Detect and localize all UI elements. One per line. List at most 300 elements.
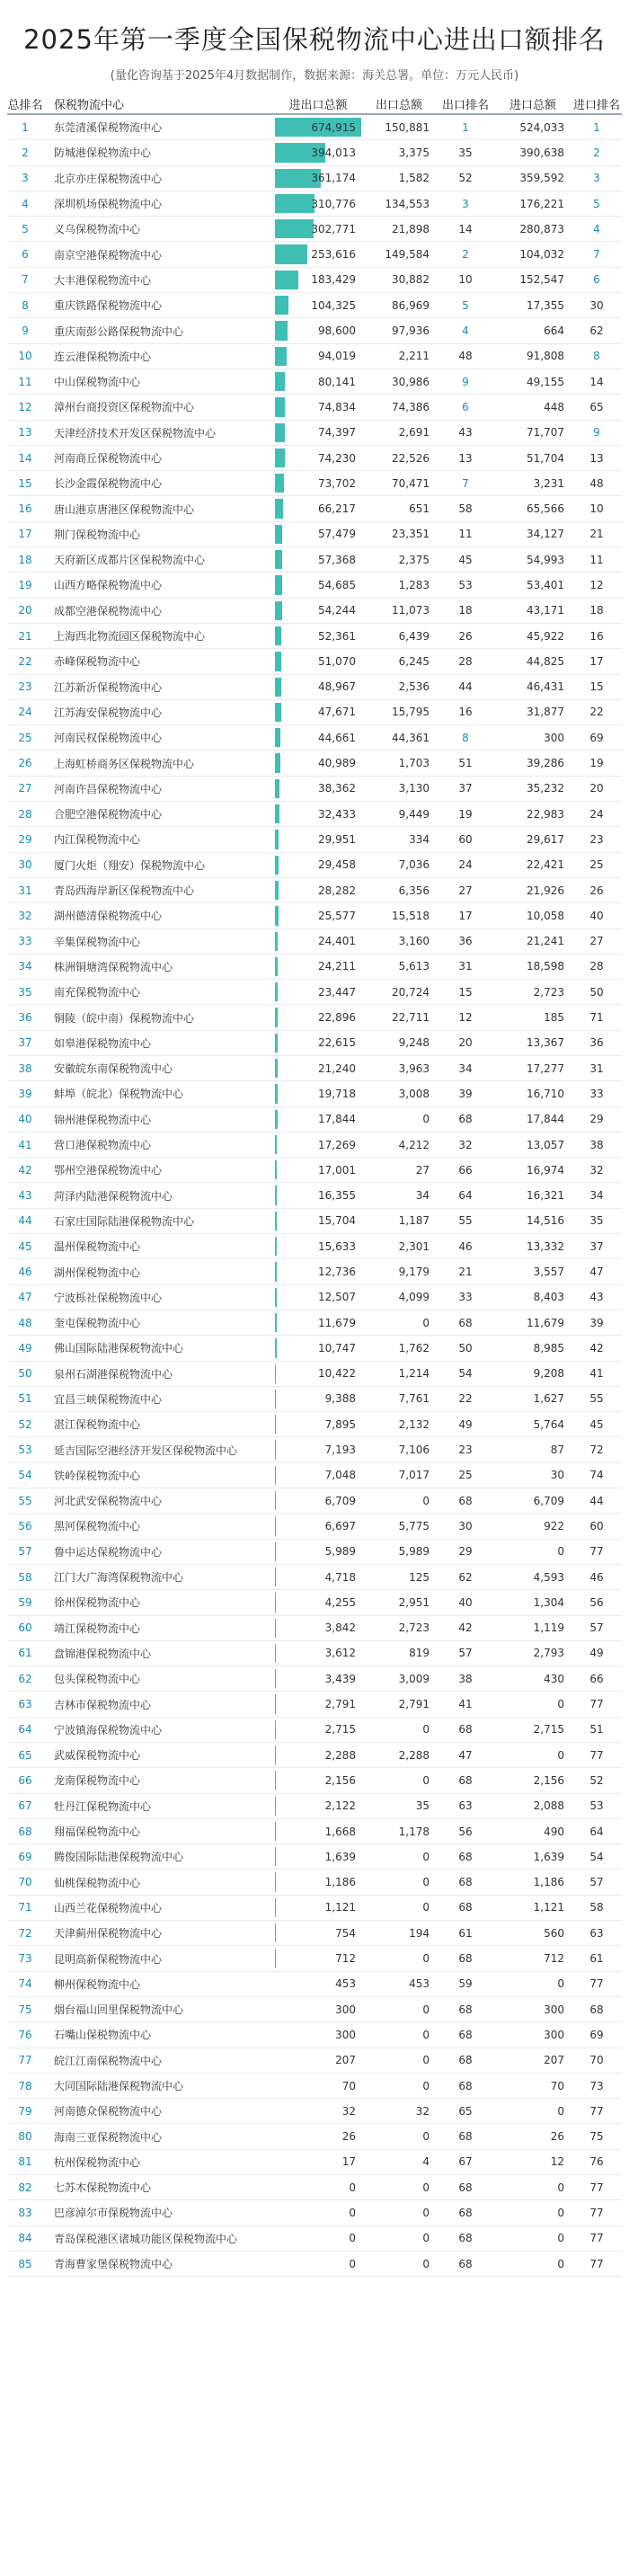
cell-export-rank: 22 xyxy=(458,1392,473,1406)
cell-total xyxy=(275,1107,361,1132)
cell-import-rank: 37 xyxy=(589,1239,604,1253)
table-row xyxy=(7,293,622,318)
cell-rank: 53 xyxy=(18,1443,32,1457)
cell-import: 43,171 xyxy=(527,604,564,617)
table-row xyxy=(7,1896,622,1921)
cell-import-rank: 30 xyxy=(589,298,604,312)
total-value: 74,230 xyxy=(318,451,356,465)
cell-import-rank: 73 xyxy=(589,2079,604,2092)
table-row xyxy=(7,1997,622,2022)
cell-export-rank: 56 xyxy=(458,1825,473,1838)
cell-export-rank: 55 xyxy=(458,1214,473,1228)
cell-export: 30,986 xyxy=(392,375,430,388)
total-bar xyxy=(275,1516,276,1535)
cell-export-rank: 48 xyxy=(458,350,473,363)
cell-export-rank: 10 xyxy=(458,273,473,287)
cell-total xyxy=(275,1133,361,1157)
total-bar xyxy=(275,474,284,493)
cell-import-rank: 28 xyxy=(589,960,604,973)
cell-total xyxy=(275,344,361,369)
table-row xyxy=(7,1081,622,1106)
cell-export: 134,553 xyxy=(385,197,430,210)
total-value: 74,397 xyxy=(318,426,356,440)
cell-import-rank: 20 xyxy=(589,782,604,795)
cell-export: 5,989 xyxy=(398,1545,430,1559)
table-row xyxy=(7,166,622,191)
cell-rank: 46 xyxy=(18,1266,32,1278)
total-value: 17 xyxy=(341,2155,356,2169)
cell-import-rank: 77 xyxy=(589,2206,604,2219)
total-bar xyxy=(275,296,288,315)
total-bar xyxy=(275,906,279,925)
cell-import-rank: 13 xyxy=(589,451,604,465)
table-row xyxy=(7,2124,622,2149)
cell-export: 149,584 xyxy=(385,248,430,262)
cell-import-rank: 77 xyxy=(589,2181,604,2194)
cell-import: 300 xyxy=(544,2003,564,2016)
table-row xyxy=(7,1641,622,1666)
cell-total xyxy=(275,2252,361,2276)
cell-import: 71,707 xyxy=(527,426,564,440)
cell-total xyxy=(275,649,361,673)
cell-name: 黑河保税物流中心 xyxy=(54,1520,141,1533)
cell-name: 唐山港京唐港区保税物流中心 xyxy=(54,502,195,516)
cell-rank: 18 xyxy=(18,553,32,566)
table-row xyxy=(7,624,622,649)
cell-import: 13,332 xyxy=(527,1239,564,1253)
cell-name: 天津经济技术开发区保税物流中心 xyxy=(54,426,217,440)
cell-import: 0 xyxy=(557,1698,564,1711)
cell-export: 2,301 xyxy=(398,1239,430,1253)
cell-name: 鄂州空港保税物流中心 xyxy=(54,1164,163,1177)
cell-total xyxy=(275,1997,361,2021)
cell-import: 17,355 xyxy=(527,298,564,312)
table-row xyxy=(7,140,622,165)
cell-total xyxy=(275,1540,361,1564)
total-bar xyxy=(275,753,280,772)
cell-rank: 12 xyxy=(18,400,32,413)
cell-rank: 21 xyxy=(18,629,32,643)
cell-export: 74,386 xyxy=(392,400,430,413)
cell-export-rank: 18 xyxy=(458,604,473,617)
cell-export: 5,613 xyxy=(398,960,430,973)
cell-total xyxy=(275,903,361,928)
total-bar xyxy=(275,881,279,900)
cell-name: 内江保税物流中心 xyxy=(54,833,141,847)
cell-name: 鲁中运达保税物流中心 xyxy=(54,1545,163,1559)
table-row xyxy=(7,1718,622,1743)
total-value: 253,616 xyxy=(311,248,356,262)
table-row xyxy=(7,2200,622,2225)
cell-import-rank: 25 xyxy=(589,858,604,872)
cell-import-rank: 40 xyxy=(589,909,604,922)
cell-export: 0 xyxy=(422,2232,430,2245)
cell-import-rank: 10 xyxy=(589,502,604,516)
total-bar xyxy=(275,194,314,213)
cell-rank: 27 xyxy=(18,782,32,795)
cell-import-rank: 12 xyxy=(589,578,604,591)
cell-export-rank: 17 xyxy=(458,909,473,922)
cell-name: 如皋港保税物流中心 xyxy=(54,1036,152,1050)
cell-import: 922 xyxy=(544,1519,564,1532)
cell-export-rank: 23 xyxy=(458,1443,473,1457)
cell-name: 昆明高新保税物流中心 xyxy=(54,1952,163,1966)
cell-total xyxy=(275,1463,361,1488)
cell-name: 重庆南彭公路保税物流中心 xyxy=(54,324,184,338)
cell-export-rank: 52 xyxy=(458,172,473,185)
cell-total xyxy=(275,1056,361,1080)
table-row xyxy=(7,1031,622,1056)
cell-export: 34 xyxy=(415,1189,430,1203)
cell-import: 4,593 xyxy=(533,1570,564,1584)
total-value: 6,697 xyxy=(324,1519,356,1532)
cell-name: 湖州保税物流中心 xyxy=(54,1266,141,1279)
total-bar xyxy=(275,1491,276,1510)
cell-export: 44,361 xyxy=(392,731,430,744)
cell-import: 10,058 xyxy=(527,909,564,922)
cell-total xyxy=(275,700,361,724)
total-value: 183,429 xyxy=(311,273,356,287)
total-value: 207 xyxy=(335,2054,356,2067)
cell-export: 4,099 xyxy=(398,1291,430,1304)
cell-import: 2,793 xyxy=(533,1647,564,1660)
total-value: 73,702 xyxy=(318,476,356,490)
total-value: 24,401 xyxy=(318,935,356,948)
col-header-total: 进出口总额 xyxy=(288,98,348,112)
table-row xyxy=(7,1972,622,1997)
cell-export-rank: 62 xyxy=(458,1570,473,1584)
ranking-table xyxy=(7,93,622,2277)
cell-import-rank: 38 xyxy=(589,1138,604,1151)
cell-export: 0 xyxy=(422,2206,430,2219)
cell-rank: 59 xyxy=(18,1595,32,1609)
total-bar xyxy=(275,1237,277,1256)
cell-rank: 6 xyxy=(22,248,29,262)
table-row xyxy=(7,1463,622,1488)
cell-import-rank: 22 xyxy=(589,706,604,719)
cell-total xyxy=(275,980,361,1004)
total-bar xyxy=(275,1288,277,1307)
total-bar xyxy=(275,1593,276,1612)
cell-rank: 77 xyxy=(18,2054,32,2067)
cell-import: 6,709 xyxy=(533,1494,564,1507)
cell-export-rank: 6 xyxy=(462,400,469,413)
cell-export-rank: 60 xyxy=(458,832,473,846)
cell-export: 0 xyxy=(422,2028,430,2041)
cell-name: 大丰港保税物流中心 xyxy=(54,273,152,287)
table-row xyxy=(7,1514,622,1539)
cell-total xyxy=(275,2074,361,2098)
cell-export: 1,582 xyxy=(398,172,430,185)
cell-export-rank: 21 xyxy=(458,1266,473,1278)
cell-export-rank: 40 xyxy=(458,1595,473,1609)
cell-export-rank: 16 xyxy=(458,706,473,719)
total-value: 1,121 xyxy=(324,1901,356,1914)
cell-total xyxy=(275,573,361,597)
cell-total xyxy=(275,675,361,699)
cell-import: 16,974 xyxy=(527,1163,564,1177)
total-bar xyxy=(275,1186,277,1204)
cell-total xyxy=(275,166,361,191)
col-header-export-rank: 出口排名 xyxy=(441,98,489,112)
cell-export: 3,008 xyxy=(398,1087,430,1100)
cell-export-rank: 1 xyxy=(462,120,469,134)
table-row xyxy=(7,522,622,547)
cell-import-rank: 9 xyxy=(593,426,600,440)
table-row xyxy=(7,1540,622,1565)
total-value: 94,019 xyxy=(318,350,356,363)
cell-name: 烟台福山回里保税物流中心 xyxy=(54,2003,184,2017)
total-bar xyxy=(275,347,287,366)
cell-export: 15,795 xyxy=(392,706,430,719)
cell-name: 河南民权保税物流中心 xyxy=(54,732,163,745)
cell-name: 辛集保税物流中心 xyxy=(54,935,141,948)
table-row xyxy=(7,700,622,725)
cell-total xyxy=(275,1031,361,1055)
cell-total xyxy=(275,2099,361,2123)
page-subtitle: (量化咨询基于2025年4月数据制作，数据来源：海关总署。单位：万元人民币) xyxy=(110,69,519,83)
cell-total xyxy=(275,955,361,979)
cell-rank: 5 xyxy=(22,222,29,235)
cell-name: 上海西北物流园区保税物流中心 xyxy=(54,630,206,644)
total-value: 10,747 xyxy=(318,1341,356,1355)
cell-total xyxy=(275,446,361,470)
cell-export: 5,775 xyxy=(398,1519,430,1532)
table-row xyxy=(7,1133,622,1158)
cell-export-rank: 36 xyxy=(458,935,473,948)
table-row xyxy=(7,2048,622,2074)
cell-total xyxy=(275,1005,361,1029)
cell-import-rank: 52 xyxy=(589,1773,604,1787)
cell-import: 21,926 xyxy=(527,884,564,897)
cell-total xyxy=(275,1666,361,1691)
table-row xyxy=(7,446,622,471)
cell-import-rank: 21 xyxy=(589,528,604,541)
cell-export-rank: 47 xyxy=(458,1748,473,1762)
cell-export-rank: 68 xyxy=(458,1494,473,1507)
cell-import-rank: 69 xyxy=(589,731,604,744)
cell-import-rank: 48 xyxy=(589,476,604,490)
cell-total xyxy=(275,1870,361,1894)
total-bar xyxy=(275,499,283,518)
cell-rank: 55 xyxy=(18,1494,32,1507)
total-bar xyxy=(275,1160,277,1179)
cell-total xyxy=(275,1259,361,1284)
cell-import-rank: 39 xyxy=(589,1316,604,1329)
cell-export: 1,214 xyxy=(398,1367,430,1381)
cell-export: 0 xyxy=(422,1113,430,1126)
cell-rank: 20 xyxy=(18,604,32,617)
cell-import: 12 xyxy=(550,2155,564,2169)
cell-export-rank: 42 xyxy=(458,1621,473,1635)
cell-name: 徐州保税物流中心 xyxy=(54,1596,141,1610)
cell-export-rank: 68 xyxy=(458,2003,473,2016)
cell-name: 宁波镇海保税物流中心 xyxy=(54,1723,163,1737)
cell-rank: 37 xyxy=(18,1036,32,1050)
total-bar xyxy=(275,982,278,1001)
cell-import-rank: 77 xyxy=(589,2104,604,2118)
total-value: 74,834 xyxy=(318,400,356,413)
total-value: 674,915 xyxy=(311,120,356,134)
cell-import: 2,715 xyxy=(533,1723,564,1737)
page-title: 2025年第一季度全国保税物流中心进出口额排名 xyxy=(23,24,606,55)
cell-import: 2,723 xyxy=(533,985,564,999)
table-row xyxy=(7,1234,622,1259)
cell-name: 深圳机场保税物流中心 xyxy=(54,198,163,211)
cell-name: 菏泽内陆港保税物流中心 xyxy=(54,1189,173,1203)
total-bar xyxy=(275,830,279,848)
cell-total xyxy=(275,802,361,826)
total-bar xyxy=(275,244,307,263)
cell-total xyxy=(275,1946,361,1970)
total-value: 361,174 xyxy=(311,172,356,185)
cell-import-rank: 76 xyxy=(589,2155,604,2169)
total-value: 9,388 xyxy=(324,1392,356,1406)
cell-export: 0 xyxy=(422,1723,430,1737)
cell-name: 锦州港保税物流中心 xyxy=(54,1113,152,1126)
cell-import: 39,286 xyxy=(527,757,564,770)
cell-name: 翔福保税物流中心 xyxy=(54,1825,141,1839)
cell-total xyxy=(275,522,361,546)
cell-total xyxy=(275,2150,361,2174)
cell-total xyxy=(275,1336,361,1360)
cell-total xyxy=(275,1590,361,1614)
cell-import: 8,985 xyxy=(533,1341,564,1355)
cell-import: 14,516 xyxy=(527,1214,564,1228)
cell-name: 上海虹桥商务区保税物流中心 xyxy=(54,757,195,770)
cell-export: 0 xyxy=(422,2079,430,2092)
cell-export: 0 xyxy=(422,1850,430,1863)
cell-export-rank: 13 xyxy=(458,451,473,465)
cell-export-rank: 3 xyxy=(462,197,469,210)
table-row xyxy=(7,1819,622,1844)
cell-import-rank: 58 xyxy=(589,1901,604,1914)
total-bar xyxy=(275,423,285,442)
cell-export: 9,449 xyxy=(398,807,430,821)
cell-total xyxy=(275,1209,361,1233)
cell-import-rank: 43 xyxy=(589,1291,604,1304)
cell-rank: 38 xyxy=(18,1061,32,1075)
cell-export: 6,245 xyxy=(398,654,430,668)
cell-rank: 48 xyxy=(18,1316,32,1329)
total-bar xyxy=(275,1644,276,1663)
cell-import-rank: 32 xyxy=(589,1163,604,1177)
cell-total xyxy=(275,1921,361,1945)
cell-import-rank: 71 xyxy=(589,1011,604,1025)
cell-import-rank: 7 xyxy=(593,248,600,262)
cell-import-rank: 50 xyxy=(589,985,604,999)
cell-name: 山西兰花保税物流中心 xyxy=(54,1901,163,1914)
cell-total xyxy=(275,624,361,648)
cell-export-rank: 68 xyxy=(458,2232,473,2245)
table-row xyxy=(7,853,622,878)
cell-import: 1,119 xyxy=(533,1621,564,1635)
total-value: 19,718 xyxy=(318,1087,356,1100)
cell-name: 宁波栎社保税物流中心 xyxy=(54,1291,163,1304)
cell-export: 4,212 xyxy=(398,1138,430,1151)
cell-export: 651 xyxy=(409,502,430,516)
cell-name: 青岛西海岸新区保税物流中心 xyxy=(54,884,195,898)
cell-export-rank: 11 xyxy=(458,528,473,541)
cell-export-rank: 51 xyxy=(458,757,473,770)
cell-rank: 47 xyxy=(18,1291,32,1304)
cell-name: 仙桃保税物流中心 xyxy=(54,1876,141,1889)
total-bar xyxy=(275,1338,277,1357)
cell-import: 300 xyxy=(544,2028,564,2041)
cell-import-rank: 29 xyxy=(589,1113,604,1126)
cell-export-rank: 45 xyxy=(458,553,473,566)
cell-rank: 44 xyxy=(18,1214,32,1228)
cell-name: 铜陵（皖中南）保税物流中心 xyxy=(54,1011,195,1025)
cell-import: 1,186 xyxy=(533,1876,564,1889)
cell-import: 87 xyxy=(550,1443,564,1457)
cell-export: 30,882 xyxy=(392,273,430,287)
cell-import: 17,844 xyxy=(527,1113,564,1126)
cell-import-rank: 69 xyxy=(589,2028,604,2041)
cell-export: 15,518 xyxy=(392,909,430,922)
col-header-import: 进口总额 xyxy=(509,98,556,112)
cell-import-rank: 51 xyxy=(589,1723,604,1737)
cell-import-rank: 66 xyxy=(589,1672,604,1685)
cell-name: 天府新区成都片区保税物流中心 xyxy=(54,554,206,567)
cell-import: 91,808 xyxy=(527,350,564,363)
cell-export: 2,132 xyxy=(398,1417,430,1431)
cell-export: 2,723 xyxy=(398,1621,430,1635)
cell-name: 大同国际陆港保税物流中心 xyxy=(54,2080,184,2092)
cell-export-rank: 37 xyxy=(458,782,473,795)
table-row xyxy=(7,471,622,496)
cell-export: 3,963 xyxy=(398,1061,430,1075)
cell-name: 合肥空港保税物流中心 xyxy=(54,808,163,822)
cell-export-rank: 12 xyxy=(458,1011,473,1025)
cell-import: 300 xyxy=(544,731,564,744)
cell-export-rank: 30 xyxy=(458,1519,473,1532)
table-row xyxy=(7,573,622,598)
total-value: 6,709 xyxy=(324,1494,356,1507)
cell-import: 176,221 xyxy=(519,197,564,210)
cell-export-rank: 68 xyxy=(458,1876,473,1889)
cell-import: 152,547 xyxy=(519,273,564,287)
cell-rank: 74 xyxy=(18,1977,32,1991)
cell-export-rank: 2 xyxy=(462,248,469,262)
cell-import-rank: 41 xyxy=(589,1367,604,1381)
cell-import: 49,155 xyxy=(527,375,564,388)
cell-export: 194 xyxy=(409,1926,430,1940)
total-value: 2,156 xyxy=(324,1773,356,1787)
cell-import-rank: 6 xyxy=(593,273,600,287)
cell-import-rank: 64 xyxy=(589,1825,604,1838)
total-value: 11,679 xyxy=(318,1316,356,1329)
table-row xyxy=(7,1666,622,1692)
cell-import: 0 xyxy=(557,2104,564,2118)
cell-total xyxy=(275,725,361,750)
cell-name: 中山保税物流中心 xyxy=(54,376,141,389)
cell-rank: 1 xyxy=(22,120,29,134)
cell-total xyxy=(275,827,361,851)
cell-import-rank: 34 xyxy=(589,1189,604,1203)
cell-name: 漳州台商投资区保税物流中心 xyxy=(54,401,195,414)
total-bar xyxy=(275,525,282,544)
total-value: 0 xyxy=(349,2181,356,2194)
cell-export: 9,179 xyxy=(398,1266,430,1278)
cell-rank: 67 xyxy=(18,1799,32,1813)
total-value: 98,600 xyxy=(318,324,356,338)
cell-rank: 29 xyxy=(18,832,32,846)
cell-name: 腾俊国际陆港保税物流中心 xyxy=(54,1851,184,1864)
cell-import-rank: 63 xyxy=(589,1926,604,1940)
cell-import: 0 xyxy=(557,2232,564,2245)
cell-import-rank: 74 xyxy=(589,1469,604,1482)
